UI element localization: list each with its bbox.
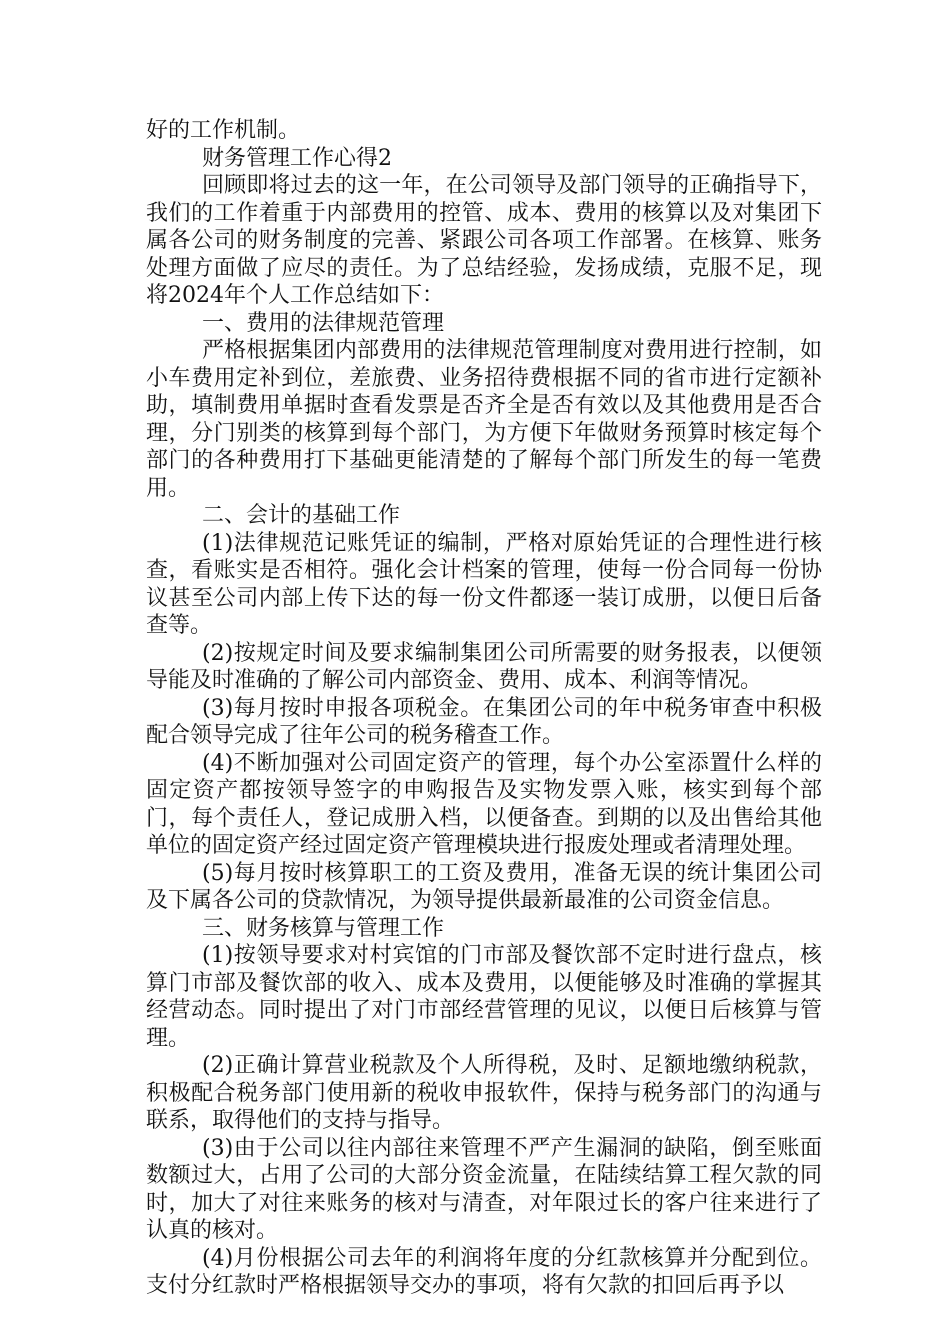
paragraph-continuation: 好的工作机制。 [146,118,301,143]
paragraph-intro: 回顾即将过去的这一年，在公司领导及部门领导的正确指导下，我们的工作着重于内部费用的控管、成本、费用的核算以及对集团下属各公司的财务制度的完善、紧跟公司各项工作部署。在核算、账务处理方面做了应尽的责任。为了总结经验，发扬成绩，克服不足，现将2024年个人工作总结如下： [146,173,822,308]
section-heading-3: 三、财务核算与管理工作 [202,915,445,941]
section-title: 财务管理工作心得2 [202,145,392,171]
paragraph: (1)法律规范记账凭证的编制，严格对原始凭证的合理性进行核查，看账实是否相符。强化会计档案的管理，使每一份合同每一份协议甚至公司内部上传下达的每一份文件都逐一装订成册，以便日后备查等。 [146,530,822,638]
paragraph: (5)每月按时核算职工的工资及费用，准备无误的统计集团公司及下属各公司的贷款情况，为领导提供最新最准的公司资金信息。 [146,860,822,913]
paragraph: (4)月份根据公司去年的利润将年度的分红款核算并分配到位。支付分红款时严格根据领导交办的事项，将有欠款的扣回后再予以 [146,1245,822,1298]
paragraph: 严格根据集团内部费用的法律规范管理制度对费用进行控制，如小车费用定补到位，差旅费、业务招待费根据不同的省市进行定额补助，填制费用单据时查看发票是否齐全是否有效以及其他费用是否合理，分门别类的核算到每个部门，为方便下年做财务预算时核定每个部门的各种费用打下基础更能清楚的了解每个部门所发生的每一笔费用。 [146,338,822,501]
paragraph: (2)按规定时间及要求编制集团公司所需要的财务报表，以便领导能及时准确的了解公司内部资金、费用、成本、利润等情况。 [146,640,822,693]
section-heading-1: 一、费用的法律规范管理 [202,310,445,336]
paragraph: (3)由于公司以往内部往来管理不严产生漏洞的缺陷，倒至账面数额过大，占用了公司的大部分资金流量，在陆续结算工程欠款的同时，加大了对往来账务的核对与清查，对年限过长的客户往来进行了认真的核对。 [146,1135,822,1243]
paragraph: (2)正确计算营业税款及个人所得税，及时、足额地缴纳税款，积极配合税务部门使用新的税收申报软件，保持与税务部门的沟通与联系，取得他们的支持与指导。 [146,1053,822,1133]
document-page [146,117,822,1300]
section-heading-2: 二、会计的基础工作 [202,503,401,528]
paragraph: (1)按领导要求对村宾馆的门市部及餐饮部不定时进行盘点，核算门市部及餐饮部的收入、成本及费用，以便能够及时准确的掌握其经营动态。同时提出了对门市部经营管理的见议，以便日后核算与管理。 [146,943,822,1051]
paragraph: (3)每月按时申报各项税金。在集团公司的年中税务审查中积极配合领导完成了往年公司的税务稽查工作。 [146,695,822,748]
paragraph: (4)不断加强对公司固定资产的管理，每个办公室添置什么样的固定资产都按领导签字的申购报告及实物发票入账，核实到每个部门，每个责任人，登记成册入档，以便备查。到期的以及出售给其他单位的固定资产经过固定资产管理模块进行报废处理或者清理处理。 [146,750,822,858]
